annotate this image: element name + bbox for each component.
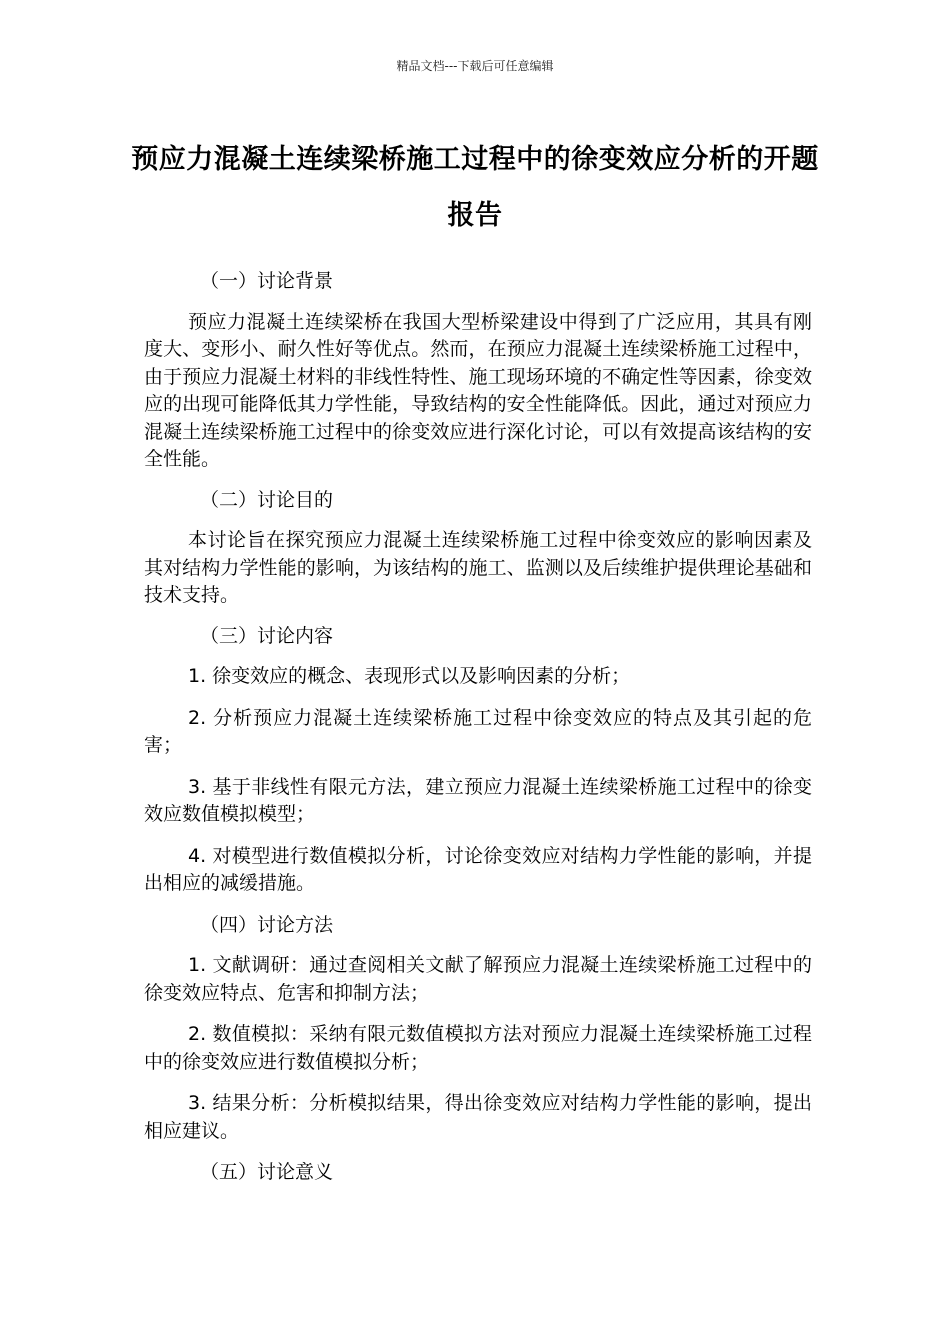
list-item: 1. 徐变效应的概念、表现形式以及影响因素的分析；: [188, 665, 631, 687]
section-heading-background: （一）讨论背景: [200, 270, 334, 292]
list-item: 1. 文献调研：通过查阅相关文献了解预应力混凝土连续梁桥施工过程中的徐变效应特点、危害和抑制方法；: [144, 954, 812, 1004]
list-item: 2. 分析预应力混凝土连续梁桥施工过程中徐变效应的特点及其引起的危害；: [144, 706, 812, 756]
list-item: 4. 对模型进行数值模拟分析，讨论徐变效应对结构力学性能的影响，并提出相应的减缓措施。: [144, 844, 812, 894]
document-body: [144, 268, 812, 1187]
paragraph-background: 预应力混凝土连续梁桥在我国大型桥梁建设中得到了广泛应用，其具有刚度大、变形小、耐久性好等优点。然而，在预应力混凝土连续梁桥施工过程中，由于预应力混凝土材料的非线性特性、施工现场环境的不确定性等因素，徐变效应的出现可能降低其力学性能，导致结构的安全性能降低。因此，通过对预应力混凝土连续梁桥施工过程中的徐变效应进行深化讨论，可以有效提高该结构的安全性能。: [144, 310, 812, 470]
list-item: 3. 结果分析：分析模拟结果，得出徐变效应对结构力学性能的影响，提出相应建议。: [144, 1092, 812, 1142]
section-heading-method: （四）讨论方法: [200, 913, 334, 936]
list-item: 3. 基于非线性有限元方法，建立预应力混凝土连续梁桥施工过程中的徐变效应数值模拟模型；: [144, 775, 812, 825]
page-header: 精品文档---下载后可任意编辑: [396, 59, 554, 73]
section-heading-purpose: （二）讨论目的: [200, 488, 334, 511]
section-heading-content: （三）讨论内容: [200, 624, 334, 647]
paragraph-purpose: 本讨论旨在探究预应力混凝土连续梁桥施工过程中徐变效应的影响因素及其对结构力学性能的影响，为该结构的施工、监测以及后续维护提供理论基础和技术支持。: [144, 529, 812, 606]
section-heading-significance: （五）讨论意义: [200, 1161, 334, 1183]
document-title: 预应力混凝土连续梁桥施工过程中的徐变效应分析的开题报告: [131, 144, 819, 231]
list-item: 2. 数值模拟：采纳有限元数值模拟方法对预应力混凝土连续梁桥施工过程中的徐变效应进行数值模拟分析；: [144, 1023, 812, 1073]
